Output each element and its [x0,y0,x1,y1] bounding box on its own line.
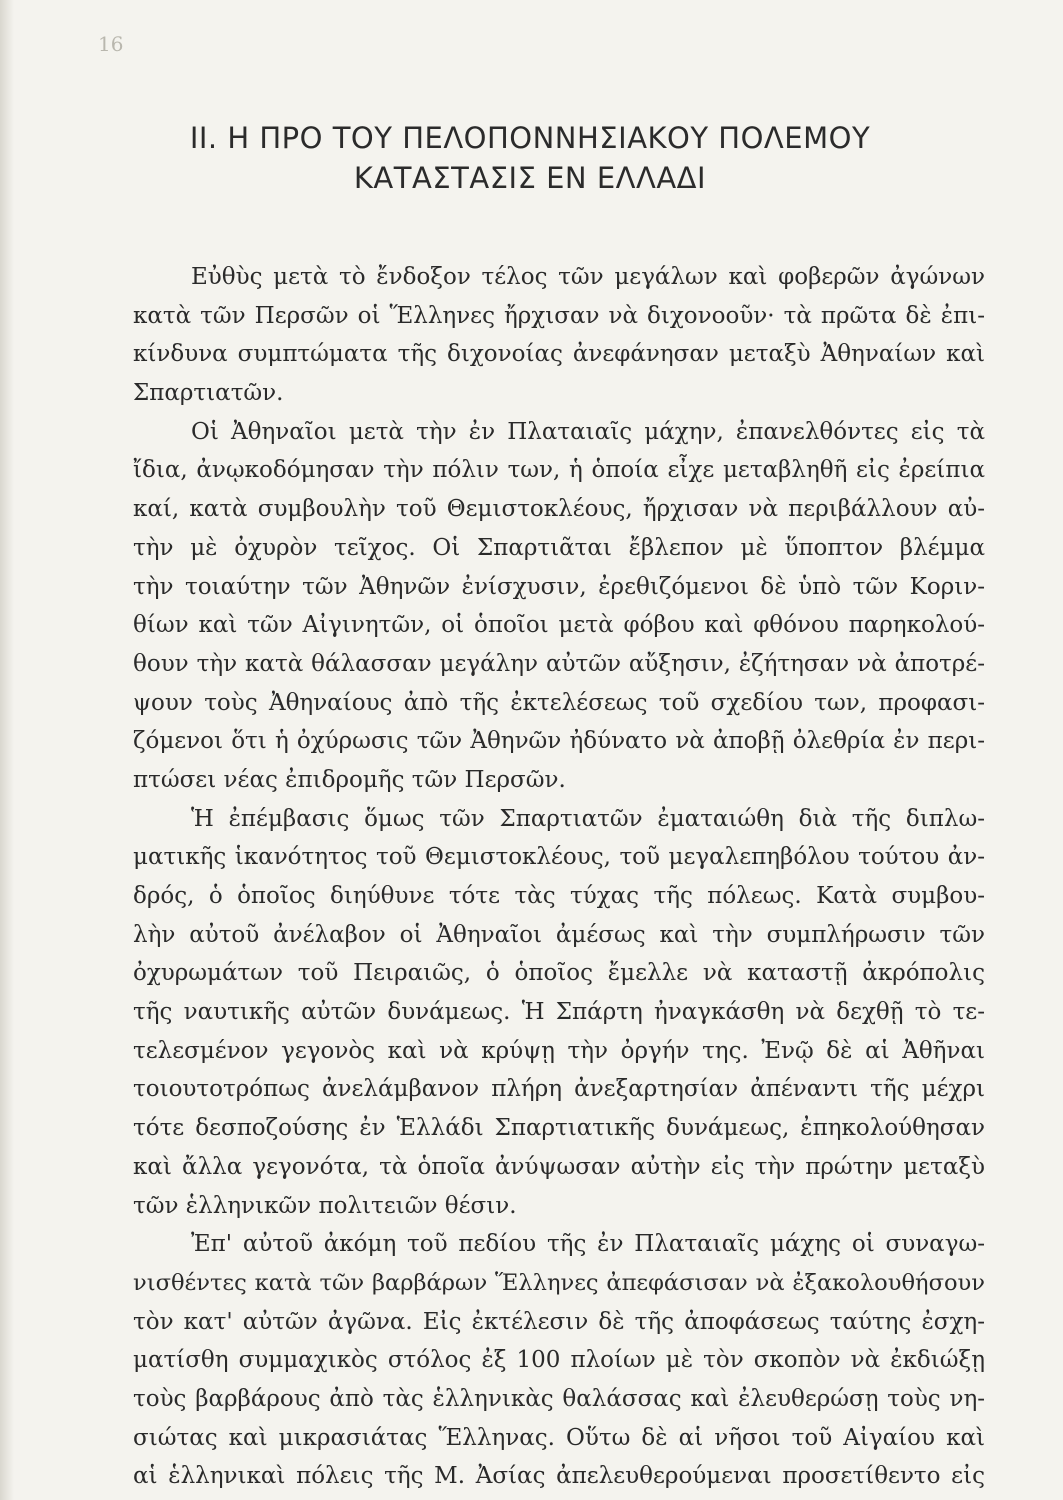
text-line: τῶν ἑλληνικῶν πολιτειῶν θέσιν. [133,1192,517,1219]
text-line: δρός, ὁ ὁποῖος διηύθυνε τότε τὰς τύχας τῆς πόλεως. Κατὰ συμβου- [133,883,985,909]
text-line: τότε δεσποζούσης ἐν Ἑλλάδι Σπαρτιατικῆς δυνάμεως, ἐπηκολούθησαν [133,1115,985,1142]
text-line: σιώτας καὶ μικρασιάτας Ἕλληνας. Οὕτω δὲ αἱ νῆσοι τοῦ Αἰγαίου καὶ [133,1424,985,1451]
text-line: Οἱ Ἀθηναῖοι μετὰ τὴν ἐν Πλαταιαῖς μάχην, ἐπανελθόντες εἰς τὰ [191,418,985,445]
chapter-heading [130,118,930,198]
text-line: τὴν τοιαύτην τῶν Ἀθηνῶν ἐνίσχυσιν, ἐρεθιζόμενοι δὲ ὑπὸ τῶν Κοριν- [133,573,985,600]
paragraph-2 [133,413,985,800]
text-line: καί, κατὰ συμβουλὴν τοῦ Θεμιστοκλέους, ἤρχισαν νὰ περιβάλλουν αὐ- [133,496,985,523]
text-line: νισθέντες κατὰ τῶν βαρβάρων Ἕλληνες ἀπεφάσισαν νὰ ἐξακολουθήσουν [133,1269,985,1296]
text-line: τὸν κατ' αὐτῶν ἀγῶνα. Εἰς ἐκτέλεσιν δὲ τῆς ἀποφάσεως ταύτης ἐσχη- [133,1308,985,1335]
body-text [133,258,985,1496]
heading-line: ΙΙ. Η ΠΡΟ ΤΟΥ ΠΕΛΟΠΟΝΝΗΣΙΑΚΟΥ ΠΟΛΕΜΟΥ [189,121,871,155]
text-line: καὶ ἄλλα γεγονότα, τὰ ὁποῖα ἀνύψωσαν αὐτὴν εἰς τὴν πρώτην μεταξὺ [133,1153,985,1180]
page-binding-edge [0,0,14,1500]
text-line: Ἐπ' αὐτοῦ ἀκόμη τοῦ πεδίου τῆς ἐν Πλαταιαῖς μάχης οἱ συναγω- [191,1231,985,1258]
text-line: τοιουτοτρόπως ἀνελάμβανον πλήρη ἀνεξαρτησίαν ἀπέναντι τῆς μέχρι [133,1076,985,1103]
text-line: ματικῆς ἱκανότητος τοῦ Θεμιστοκλέους, τοῦ μεγαλεπηβόλου τούτου ἀν- [133,844,985,871]
paragraph-4 [133,1225,985,1496]
text-line: θίων καὶ τῶν Αἰγινητῶν, οἱ ὁποῖοι μετὰ φόβου καὶ φθόνου παρηκολού- [133,612,985,639]
paragraph-1 [133,258,985,413]
text-line: τελεσμένον γεγονὸς καὶ νὰ κρύψῃ τὴν ὀργήν της. Ἐνῷ δὲ αἱ Ἀθῆναι [133,1037,985,1064]
text-line: Σπαρτιατῶν. [133,380,284,407]
text-line: ματίσθη συμμαχικὸς στόλος ἐξ 100 πλοίων μὲ τὸν σκοπὸν νὰ ἐκδιώξῃ [133,1347,985,1374]
heading-line: ΚΑΤΑΣΤΑΣΙΣ ΕΝ ΕΛΛΑΔΙ [353,161,707,195]
paragraph-3 [133,800,985,1226]
text-line: θουν τὴν κατὰ θάλασσαν μεγάλην αὐτῶν αὔξησιν, ἐζήτησαν νὰ ἀποτρέ- [133,650,985,677]
page-number: 16 [98,32,124,56]
text-line: πτώσει νέας ἐπιδρομῆς τῶν Περσῶν. [133,766,566,793]
text-line: Ἡ ἐπέμβασις ὅμως τῶν Σπαρτιατῶν ἐματαιώθη διὰ τῆς διπλω- [191,805,985,832]
text-line: ὀχυρωμάτων τοῦ Πειραιῶς, ὁ ὁποῖος ἔμελλε νὰ καταστῇ ἀκρόπολις [133,960,985,987]
text-line: κατὰ τῶν Περσῶν οἱ Ἕλληνες ἤρχισαν νὰ διχονοοῦν· τὰ πρῶτα δὲ ἐπι- [133,302,985,329]
text-line: τὴν μὲ ὀχυρὸν τεῖχος. Οἱ Σπαρτιᾶται ἔβλεπον μὲ ὕποπτον βλέμμα [133,534,985,561]
text-line: ψουν τοὺς Ἀθηναίους ἀπὸ τῆς ἐκτελέσεως τοῦ σχεδίου των, προφασι- [133,689,985,716]
text-line: τῆς ναυτικῆς αὐτῶν δυνάμεως. Ἡ Σπάρτη ἠναγκάσθη νὰ δεχθῇ τὸ τε- [133,999,985,1026]
text-line: αἱ ἑλληνικαὶ πόλεις τῆς Μ. Ἀσίας ἀπελευθερούμεναι προσετίθεντο εἰς [133,1463,985,1490]
text-line: Εὐθὺς μετὰ τὸ ἔνδοξον τέλος τῶν μεγάλων καὶ φοβερῶν ἀγώνων [191,264,985,290]
text-line: ἴδια, ἀνῳκοδόμησαν τὴν πόλιν των, ἡ ὁποία εἶχε μεταβληθῆ εἰς ἐρείπια [133,457,985,484]
text-line: λὴν αὐτοῦ ἀνέλαβον οἱ Ἀθηναῖοι ἀμέσως καὶ τὴν συμπλήρωσιν τῶν [133,921,985,948]
text-line: κίνδυνα συμπτώματα τῆς διχονοίας ἀνεφάνησαν μεταξὺ Ἀθηναίων καὶ [133,341,985,368]
text-line: τοὺς βαρβάρους ἀπὸ τὰς ἑλληνικὰς θαλάσσας καὶ ἐλευθερώσῃ τοὺς νη- [133,1385,985,1412]
text-line: ζόμενοι ὅτι ἡ ὀχύρωσις τῶν Ἀθηνῶν ἠδύνατο νὰ ἀποβῇ ὀλεθρία ἐν περι- [133,728,985,755]
